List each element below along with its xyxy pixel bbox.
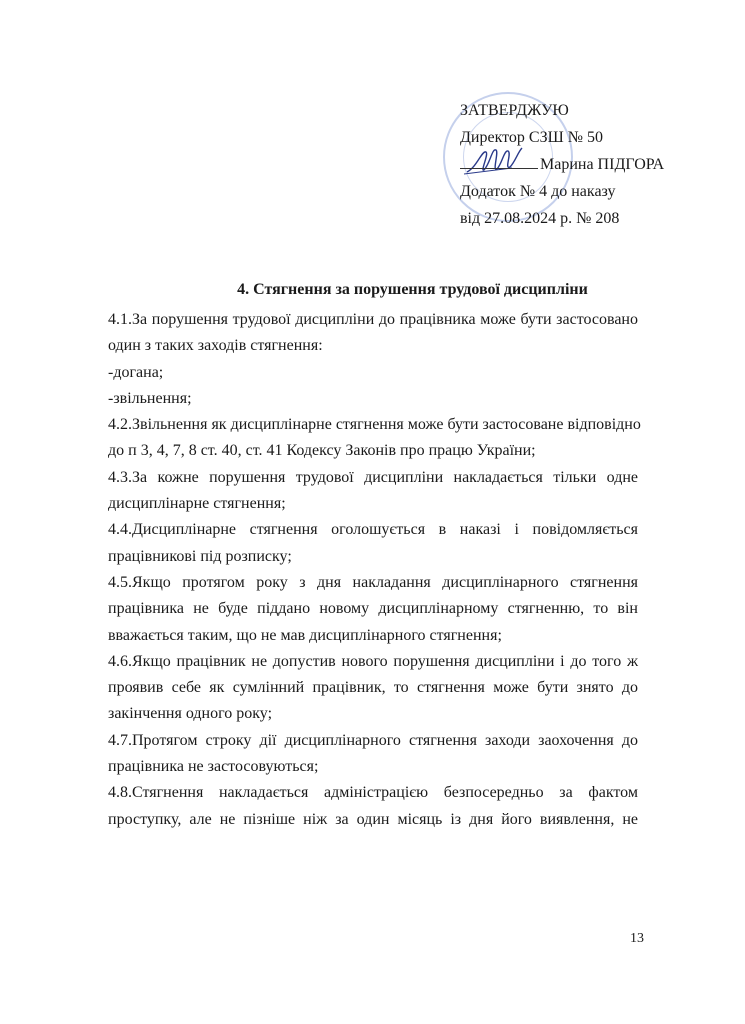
paragraph-line: працівника не застосовуються;	[108, 758, 319, 776]
paragraph-line: вважається таким, що не мав дисциплінарного стягнення;	[108, 626, 502, 644]
paragraph	[108, 728, 638, 781]
paragraph-line: проступку, але не пізніше ніж за один місяць із дня його виявлення, не	[108, 810, 638, 828]
paragraph	[108, 386, 638, 412]
approval-appendix: Додаток № 4 до наказу	[460, 183, 616, 200]
approval-order: від 27.08.2024 р. № 208	[460, 210, 620, 227]
paragraph-line: один з таких заходів стягнення:	[108, 337, 323, 355]
signatory-name: Марина ПІДГОРА	[540, 156, 665, 173]
approval-title: ЗАТВЕРДЖУЮ	[460, 102, 569, 119]
paragraph	[108, 465, 638, 518]
paragraph	[108, 649, 638, 728]
paragraph-line: -догана;	[108, 363, 164, 381]
paragraph	[108, 780, 638, 833]
paragraph-line: 4.7.Протягом строку дії дисциплінарного стягнення заходи заохочення до	[108, 731, 638, 749]
paragraph-line: дисциплінарне стягнення;	[108, 495, 286, 513]
paragraph-line: працівника не буде піддано новому дисциплінарному стягненню, то він	[108, 600, 638, 618]
paragraph-line: -звільнення;	[108, 389, 192, 407]
paragraph	[108, 412, 641, 465]
paragraph-line: до п 3, 4, 7, 8 ст. 40, ст. 41 Кодексу Законів про працю України;	[108, 442, 536, 460]
paragraph-line: закінчення одного року;	[108, 705, 273, 723]
section-title: 4. Стягнення за порушення трудової дисципліни	[237, 281, 588, 298]
paragraph-line: 4.1.За порушення трудової дисципліни до працівника може бути застосовано	[108, 311, 638, 328]
document-body	[108, 307, 641, 833]
approval-position: Директор СЗШ № 50	[460, 129, 604, 146]
approval-signatory	[460, 151, 664, 178]
paragraph-line: працівникові під розписку;	[108, 547, 292, 565]
paragraph-line: 4.8.Стягнення накладається адміністрацією безпосередньо за фактом	[108, 784, 638, 802]
paragraph	[108, 360, 638, 386]
paragraph-line: 4.2.Звільнення як дисциплінарне стягнення може бути застосоване відповідно	[108, 416, 641, 434]
paragraph	[108, 517, 638, 570]
paragraph-line: 4.3.За кожне порушення трудової дисципліни накладається тільки одне	[108, 468, 638, 486]
paragraph-line: 4.5.Якщо протягом року з дня накладання дисциплінарного стягнення	[108, 573, 638, 591]
paragraph-line: 4.6.Якщо працівник не допустив нового порушення дисципліни і до того ж	[108, 652, 638, 670]
paragraph	[108, 570, 638, 649]
approval-block	[460, 97, 664, 232]
paragraph	[108, 307, 638, 360]
page-number: 13	[630, 931, 644, 946]
signature-line	[460, 154, 538, 169]
paragraph-line: 4.4.Дисциплінарне стягнення оголошується в наказі і повідомляється	[108, 521, 638, 539]
paragraph-line: проявив себе як сумлінний працівник, то стягнення може бути знято до	[108, 679, 638, 697]
